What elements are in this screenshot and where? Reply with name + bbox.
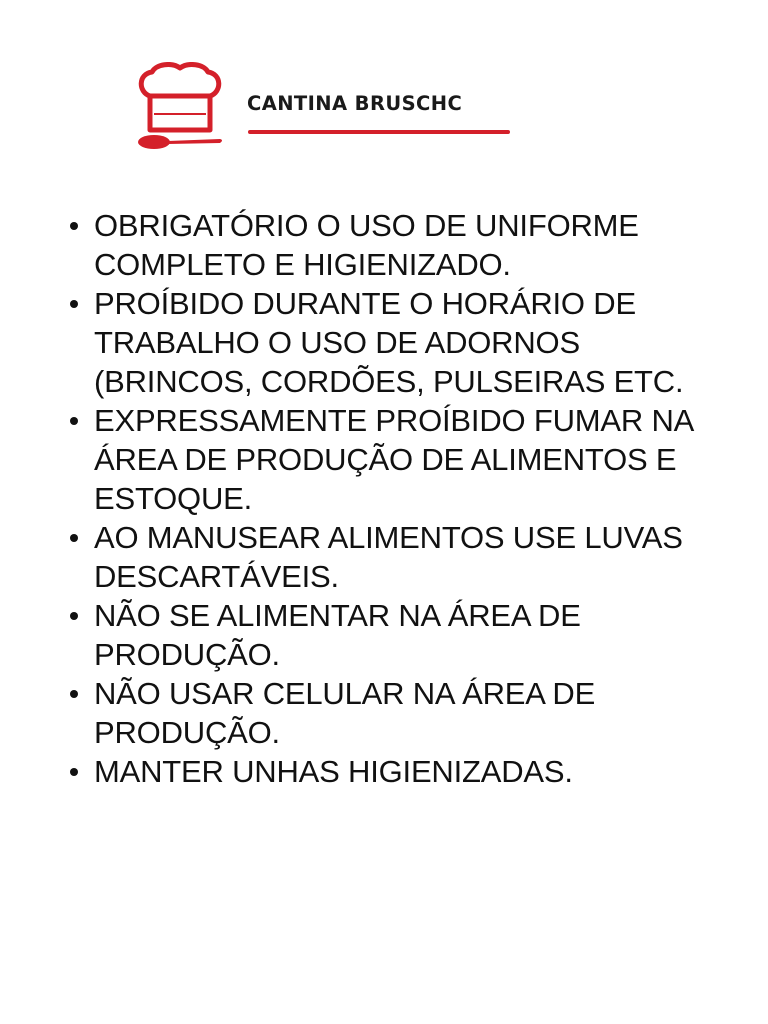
brand-header <box>134 62 514 156</box>
rule-item <box>68 596 708 674</box>
rule-text: EXPRESSAMENTE PROÍBIDO FUMAR NA ÁREA DE PRODUÇÃO DE ALIMENTOS E ESTOQUE. <box>94 403 693 516</box>
rule-item <box>68 401 708 518</box>
rule-text: PROÍBIDO DURANTE O HORÁRIO DE TRABALHO O USO DE ADORNOS (BRINCOS, CORDÕES, PULSEIRAS ETC. <box>94 286 684 399</box>
bullet-icon <box>70 768 78 776</box>
rule-text: OBRIGATÓRIO O USO DE UNIFORME COMPLETO E HIGIENIZADO. <box>94 208 639 282</box>
bullet-icon <box>70 534 78 542</box>
rule-item <box>68 674 708 752</box>
chef-hat-spoon-icon <box>134 62 228 156</box>
rule-text: NÃO USAR CELULAR NA ÁREA DE PRODUÇÃO. <box>94 676 596 750</box>
rule-item <box>68 206 708 284</box>
brand-name: CANTINA BRUSCHC <box>247 92 463 115</box>
bullet-icon <box>70 222 78 230</box>
rule-text: NÃO SE ALIMENTAR NA ÁREA DE PRODUÇÃO. <box>94 598 581 672</box>
rule-text: MANTER UNHAS HIGIENIZADAS. <box>94 754 573 789</box>
rule-text: AO MANUSEAR ALIMENTOS USE LUVAS DESCARTÁVEIS. <box>94 520 683 594</box>
bullet-icon <box>70 612 78 620</box>
rule-item <box>68 518 708 596</box>
bullet-icon <box>70 417 78 425</box>
rule-item <box>68 284 708 401</box>
brand-underline <box>248 130 510 134</box>
rule-item <box>68 752 708 791</box>
bullet-icon <box>70 300 78 308</box>
rules-list <box>68 206 708 791</box>
bullet-icon <box>70 690 78 698</box>
